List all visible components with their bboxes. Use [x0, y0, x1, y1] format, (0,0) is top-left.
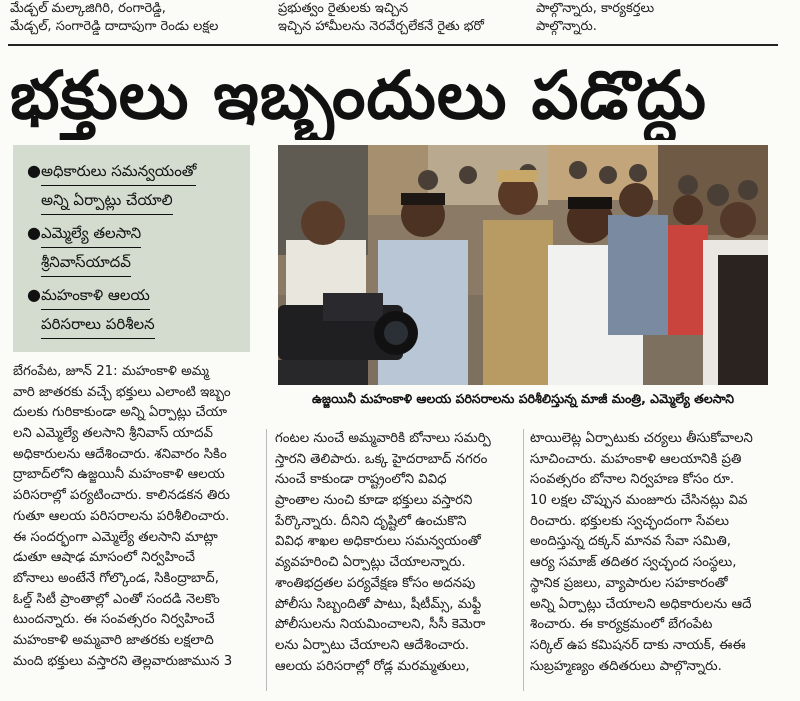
top-col-3 [536, 0, 781, 36]
body-line: లను ఏర్పాటు చేయాలని ఆదేశించారు. [275, 637, 470, 653]
section-divider [8, 44, 778, 46]
body-line: వారి జాతరకు వచ్చే భక్తులు ఎలాంటి ఇబ్బం [13, 384, 231, 400]
highlight-line: శ్రీనివాస్‌యాదవ్ [41, 248, 131, 277]
body-column-3 [530, 429, 775, 677]
body-line: టాయిలెట్ల ఏర్పాటుకు చర్యలు తీసుకోవాలని [530, 431, 753, 446]
highlight-line: అన్ని ఏర్పాట్లు చేయాలి [41, 186, 173, 215]
top-col-2 [278, 0, 523, 36]
bullet-icon: ● [27, 223, 41, 242]
bullet-icon: ● [27, 161, 41, 180]
highlight-item [27, 281, 240, 339]
previous-article-strip [0, 0, 790, 40]
body-line: నుంచే కాకుండా రాష్ట్రంలోని వివిధ [275, 472, 447, 488]
body-line: అందిస్తున్న దక్కన్ మానవ సేవా సమితి, [530, 534, 731, 550]
body-line: సర్కిల్ ఉప కమిషనర్ దాకు నాయక్, ఈఈ [530, 637, 746, 653]
body-line: దులకు గురికాకుండా అన్ని ఏర్పాట్లు చేయా [13, 405, 227, 421]
highlight-line: ఎమ్మెల్యే తలసాని [41, 219, 141, 248]
body-line: శించారు. ఈ కార్యక్రమంలో బేగంపేట [530, 617, 713, 633]
body-line: పరిసరాల్లో పర్యటించారు. కాలినడకన తిరు [13, 488, 230, 504]
body-line: ద్రాబాద్‌లోని ఉజ్జయినీ మహంకాళి ఆలయ [13, 467, 225, 483]
body-line: మంది భక్తులు వస్తారని తెల్లవారుజామున 3 [13, 653, 233, 669]
body-line: గంటల నుంచే అమ్మవారికి బోనాలు సమర్పి [275, 431, 491, 446]
body-line: ఈ సందర్భంగా ఎమ్మెల్యే తలసాని మాట్లా [13, 529, 218, 545]
body-line: పోలీసులను నియమించాలని, సీసీ కెమెరా [275, 617, 486, 633]
body-line: పేర్కొన్నారు. దీనిని దృష్టిలో ఉంచుకొని [275, 513, 467, 529]
body-line: ప్రాంతాల నుంచి కూడా భక్తులు వస్తారని [275, 493, 473, 509]
highlight-item [27, 157, 240, 215]
body-line: వ్యవహరించి ఏర్పాట్లు చేయాలన్నారు. [275, 555, 466, 571]
body-line: వివిధ శాఖల అధికారులు సమన్వయంతో [275, 534, 481, 550]
highlight-line: అధికారులు సమన్వయంతో [41, 157, 196, 186]
body-line: స్తారని తెలిపారు. ఒక్క హైదరాబాద్ నగరం [275, 451, 488, 467]
body-line: 10 లక్షల చొప్పున మంజూరు చేసినట్లు వివ [530, 493, 748, 509]
column-divider [523, 429, 524, 691]
top-line: మేడ్చల్ మల్కాజిగిరి, రంగారెడ్డి, [10, 1, 166, 16]
highlight-line: పరిసరాలు పరిశీలన [41, 310, 155, 339]
body-line: సూచించారు. మహంకాళి ఆలయానికి ప్రతి [530, 451, 742, 467]
bullet-icon: ● [27, 285, 41, 304]
body-line: అధికారులను ఆదేశించారు. శనివారం సికిం [13, 446, 227, 462]
highlight-item [27, 219, 240, 277]
body-line: ఓల్డ్ సిటీ ప్రాంతాల్లో ఎంతో సందడి నెలకొం [13, 591, 220, 607]
top-line: పాల్గొన్నారు. [536, 19, 597, 34]
body-line: బోనాలు అంటేనే గోల్కొండ, సికింద్రాబాద్, [13, 570, 219, 586]
body-line: పోలీసు సిబ్బందితో పాటు, షీటీమ్స్, మఫ్టీ [275, 596, 482, 612]
top-line: ఇచ్చిన హామీలను నెరవేర్చలేకనే రైతు భరో [278, 19, 484, 34]
highlights-box [13, 145, 250, 352]
body-line: గుతూ ఆలయ పరిసరాలను పరిశీలించారు. [13, 508, 230, 524]
headline: భక్తులు ఇబ్బందులు పడొద్దు [10, 57, 707, 134]
body-line: ఆలయ పరిసరాల్లో రోడ్ల మరమ్మతులు, [275, 658, 470, 674]
body-line: డుతూ ఆషాఢ మాసంలో నిర్వహించే [13, 550, 195, 566]
body-column-1 [13, 362, 255, 672]
top-line: మేడ్చల్, సంగారెడ్డి దాదాపుగా రెండు లక్షల [10, 19, 219, 34]
top-col-1 [10, 0, 265, 36]
body-line: లని ఎమ్మెల్యే తలసాని శ్రీనివాస్ యాదవ్ [13, 426, 213, 442]
body-line: సుబ్రహ్మణ్యం తదితరులు పాల్గొన్నారు. [530, 658, 722, 674]
body-line: స్థానిక ప్రజలు, వ్యాపారుల సహకారంతో [530, 575, 728, 591]
highlight-line: మహంకాళి ఆలయ [41, 281, 150, 310]
photo-caption: ఉజ్జయినీ మహంకాళి ఆలయ పరిసరాలను పరిశీలిస్తున్న మాజీ మంత్రి, ఎమ్మెల్యే తలసాని [311, 391, 735, 406]
column-divider [266, 429, 267, 691]
body-line: బేగంపేట, జూన్ 21: మహంకాళి అమ్మ [13, 364, 209, 379]
body-line: సంవత్సరం బోనాల నిర్వహణ కోసం రూ. [530, 472, 735, 488]
top-line: పాల్గొన్నారు, కార్యకర్తలు [536, 1, 655, 16]
highlight-text [41, 219, 141, 277]
body-line: ఆర్య సమాజ్ తదితర స్వచ్ఛంద సంస్థలు, [530, 555, 737, 571]
news-photo [278, 145, 768, 385]
body-line: శాంతిభద్రతల పర్యవేక్షణ కోసం అదనపు [275, 575, 476, 591]
body-column-2 [275, 429, 515, 677]
body-line: టుందన్నారు. ఈ సంవత్సరం నిర్వహించే [13, 612, 215, 628]
top-line: ప్రభుత్వం రైతులకు ఇచ్చిన [278, 1, 409, 16]
body-line: అన్ని ఏర్పాట్లు చేయాలని అధికారులను ఆదే [530, 596, 752, 612]
body-line: రించారు. భక్తులకు స్వచ్ఛందంగా సేవలు [530, 513, 729, 529]
highlight-text [41, 281, 155, 339]
body-line: మహంకాళి అమ్మవారి జాతరకు లక్షలాది [13, 632, 214, 648]
highlight-text [41, 157, 196, 215]
